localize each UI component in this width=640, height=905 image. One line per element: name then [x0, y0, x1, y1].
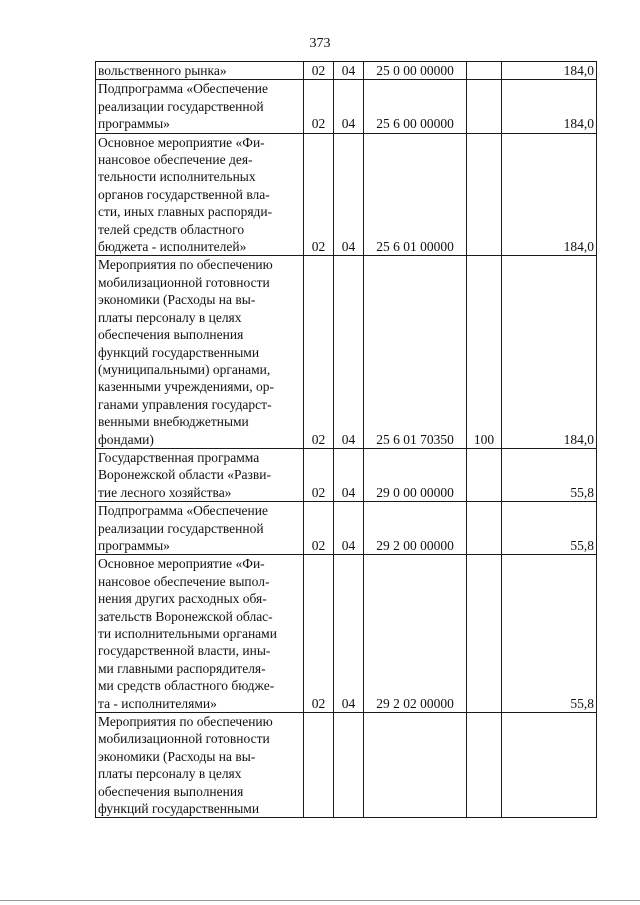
expense-type-code	[467, 555, 502, 713]
description-line: зательств Воронежской облас-	[98, 608, 273, 624]
description-line: мобилизационной готовности	[98, 274, 270, 290]
expense-type-code	[467, 62, 502, 80]
target-article-code	[364, 713, 467, 818]
table-row	[96, 713, 597, 818]
description-line: Основное мероприятие «Фи-	[98, 134, 265, 150]
description-line: тельности исполнительных	[98, 169, 256, 185]
description-line: венными внебюджетными	[98, 414, 249, 430]
description-line: экономики (Расходы на вы-	[98, 748, 256, 764]
description-line: программы»	[98, 537, 170, 553]
subsection-code: 04	[334, 448, 364, 501]
description-line: бюджета - исполнителей»	[98, 239, 247, 255]
amount: 55,8	[502, 555, 597, 713]
description-line: тие лесного хозяйства»	[98, 484, 232, 500]
description-line: обеспечения выполнения	[98, 783, 244, 799]
budget-table	[95, 61, 597, 818]
subsection-code: 04	[334, 256, 364, 448]
table-row	[96, 80, 597, 133]
table-row	[96, 256, 597, 448]
target-article-code: 25 0 00 00000	[364, 62, 467, 80]
description-line: ми средств областного бюдже-	[98, 678, 275, 694]
section-code: 02	[304, 80, 334, 133]
amount: 184,0	[502, 133, 597, 256]
page-number: 373	[309, 36, 331, 51]
row-description	[96, 448, 304, 501]
description-line: обеспечения выполнения	[98, 327, 244, 343]
section-code: 02	[304, 555, 334, 713]
description-line: Мероприятия по обеспечению	[98, 714, 273, 730]
table-row	[96, 555, 597, 713]
description-line: платы персоналу в целях	[98, 309, 242, 325]
expense-type-code	[467, 80, 502, 133]
table-row	[96, 448, 597, 501]
description-line: органов государственной вла-	[98, 186, 270, 202]
target-article-code: 25 6 01 00000	[364, 133, 467, 256]
description-line: телей средств областного	[98, 221, 245, 237]
description-line: программы»	[98, 116, 170, 132]
subsection-code	[334, 713, 364, 818]
table-row	[96, 502, 597, 555]
target-article-code: 25 6 00 00000	[364, 80, 467, 133]
row-description	[96, 555, 304, 713]
description-line: Государственная программа	[98, 449, 260, 465]
description-line: вольственного рынка»	[98, 63, 227, 78]
description-line: платы персоналу в целях	[98, 766, 242, 782]
expense-type-code: 100	[467, 256, 502, 448]
description-line: (муниципальными) органами,	[98, 361, 271, 377]
target-article-code: 29 0 00 00000	[364, 448, 467, 501]
description-line: та - исполнителями»	[98, 695, 217, 711]
amount: 55,8	[502, 502, 597, 555]
table-row	[96, 62, 597, 80]
subsection-code: 04	[334, 502, 364, 555]
description-line: Подпрограмма «Обеспечение	[98, 503, 268, 519]
subsection-code: 04	[334, 80, 364, 133]
table-row	[96, 133, 597, 256]
description-line: нансовое обеспечение выпол-	[98, 573, 270, 589]
section-code	[304, 713, 334, 818]
subsection-code: 04	[334, 555, 364, 713]
section-code: 02	[304, 502, 334, 555]
description-line: мобилизационной готовности	[98, 731, 270, 747]
description-line: казенными учреждениями, ор-	[98, 379, 274, 395]
subsection-code: 04	[334, 133, 364, 256]
description-line: сти, иных главных распоряди-	[98, 204, 273, 220]
row-description	[96, 502, 304, 555]
section-code: 02	[304, 133, 334, 256]
description-line: Мероприятия по обеспечению	[98, 257, 273, 273]
description-line: ми главными распорядителя-	[98, 660, 266, 676]
amount: 184,0	[502, 256, 597, 448]
section-code: 02	[304, 448, 334, 501]
amount: 184,0	[502, 62, 597, 80]
row-description	[96, 256, 304, 448]
expense-type-code	[467, 713, 502, 818]
description-line: Основное мероприятие «Фи-	[98, 556, 265, 572]
description-line: фондами)	[98, 431, 154, 447]
expense-type-code	[467, 502, 502, 555]
row-description	[96, 713, 304, 818]
description-line: реализации государственной	[98, 98, 264, 114]
section-code: 02	[304, 256, 334, 448]
amount: 55,8	[502, 448, 597, 501]
description-line: нения других расходных обя-	[98, 591, 267, 607]
page-bottom-rule	[0, 900, 640, 901]
description-line: Воронежской области «Разви-	[98, 467, 271, 483]
target-article-code: 29 2 02 00000	[364, 555, 467, 713]
description-line: экономики (Расходы на вы-	[98, 292, 256, 308]
description-line: ганами управления государст-	[98, 396, 272, 412]
description-line: функций государственными	[98, 801, 260, 817]
target-article-code: 29 2 00 00000	[364, 502, 467, 555]
row-description	[96, 62, 304, 80]
row-description	[96, 133, 304, 256]
expense-type-code	[467, 133, 502, 256]
section-code: 02	[304, 62, 334, 80]
subsection-code: 04	[334, 62, 364, 80]
description-line: нансовое обеспечение дея-	[98, 152, 253, 168]
amount: 184,0	[502, 80, 597, 133]
target-article-code: 25 6 01 70350	[364, 256, 467, 448]
description-line: Подпрограмма «Обеспечение	[98, 81, 268, 97]
row-description	[96, 80, 304, 133]
description-line: реализации государственной	[98, 520, 264, 536]
amount	[502, 713, 597, 818]
expense-type-code	[467, 448, 502, 501]
description-line: ти исполнительными органами	[98, 626, 277, 641]
description-line: государственной власти, ины-	[98, 643, 271, 659]
description-line: функций государственными	[98, 344, 260, 360]
